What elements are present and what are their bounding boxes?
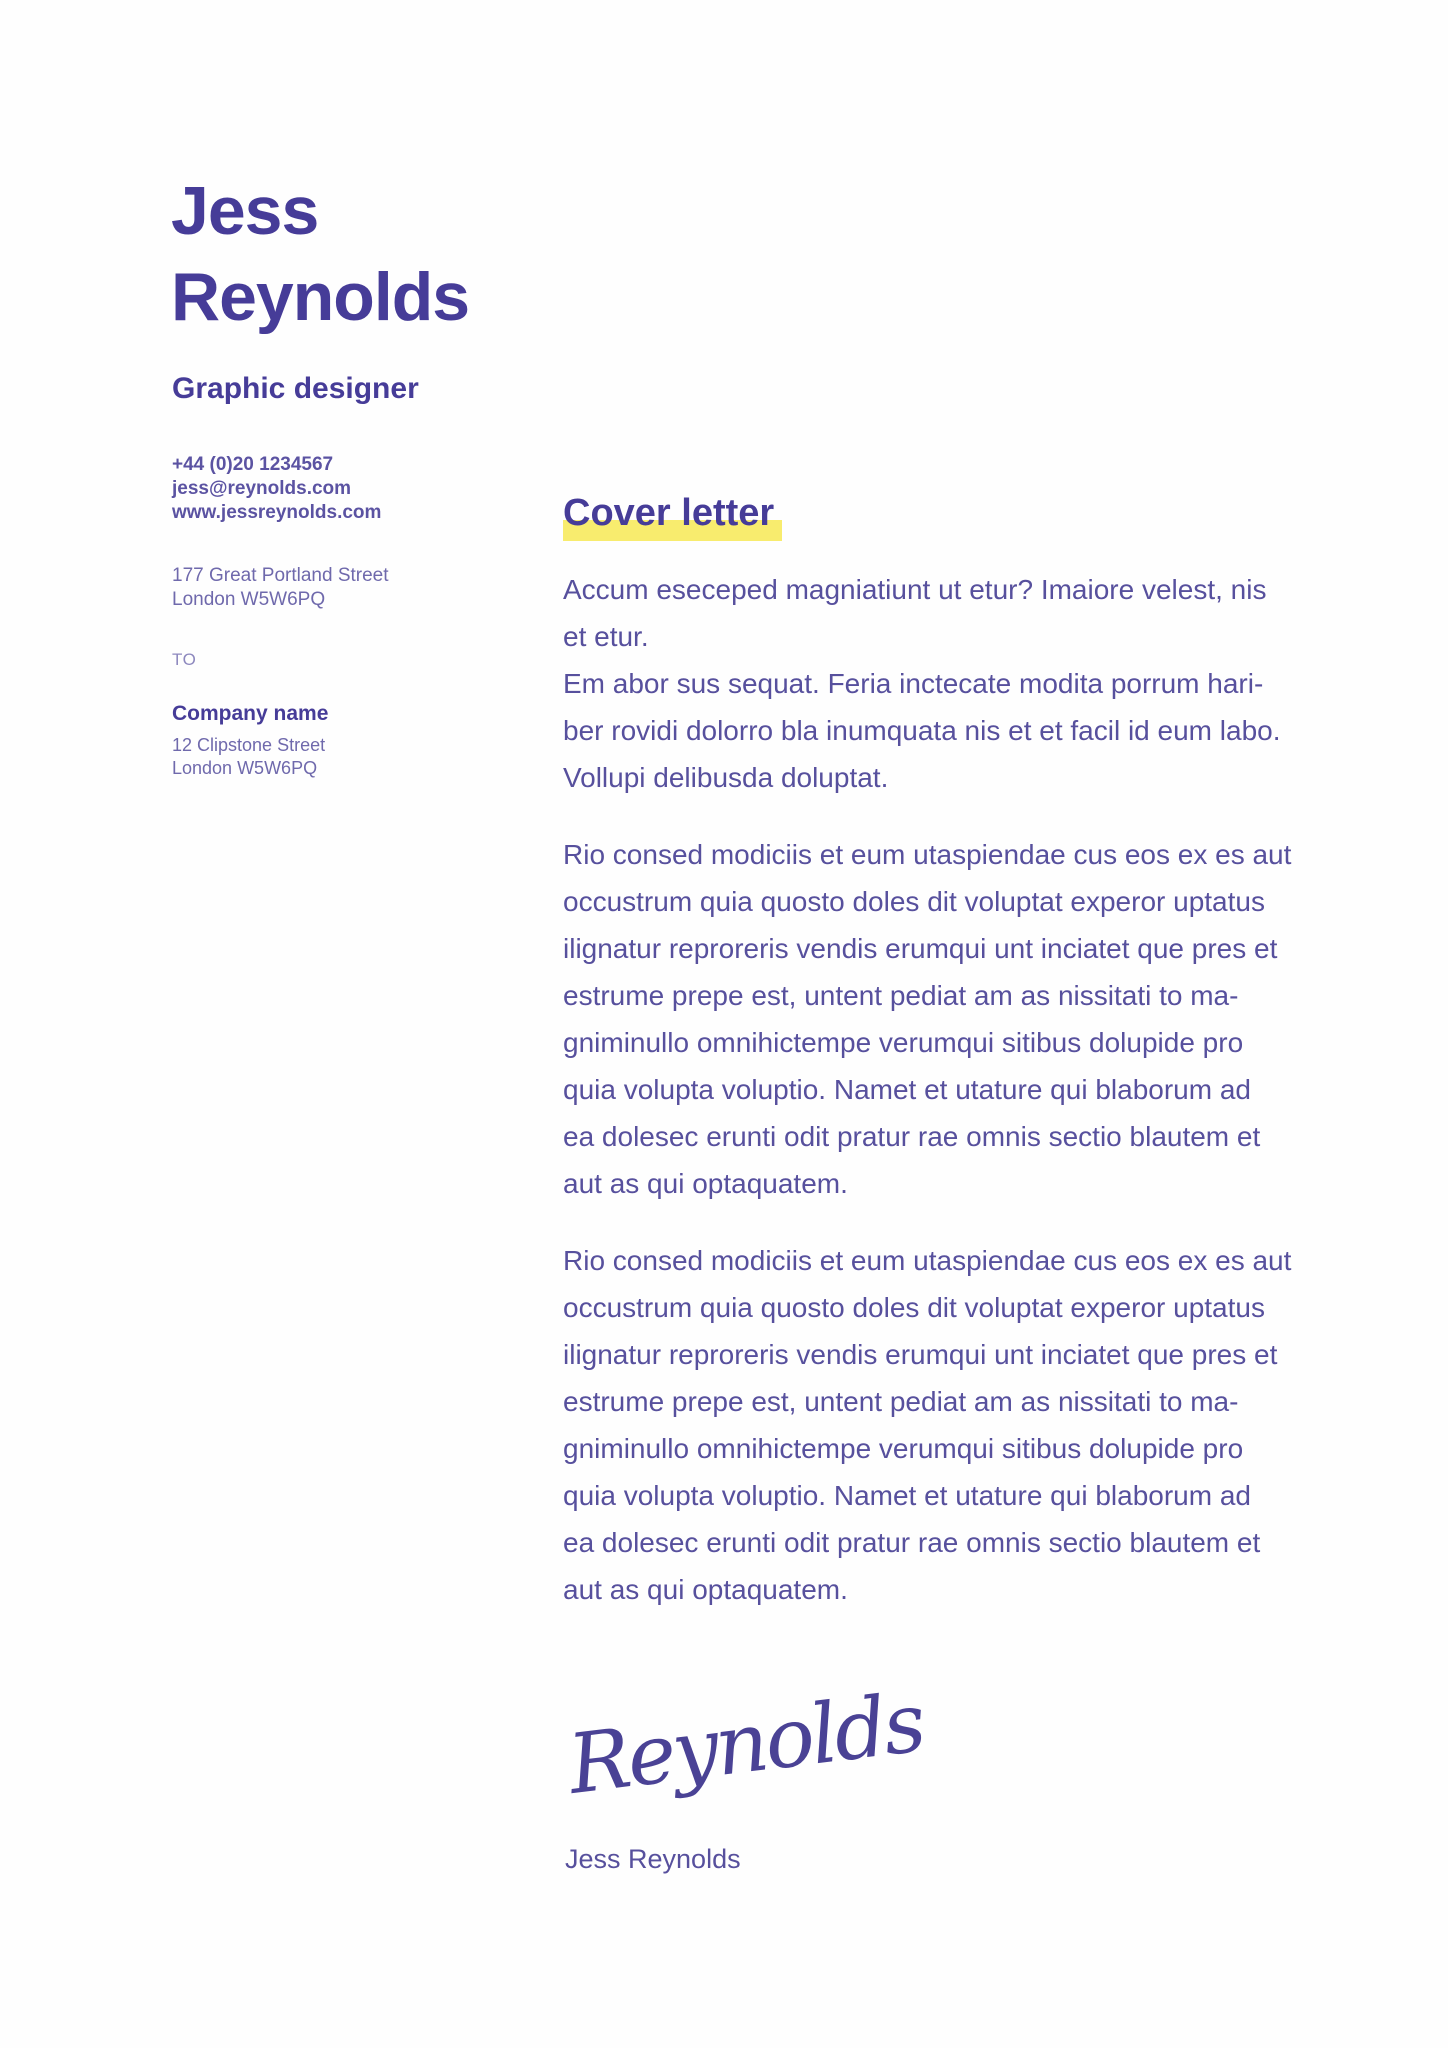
letter-paragraph xyxy=(563,566,1323,801)
sender-website: www.jessreynolds.com xyxy=(172,502,382,523)
paragraph-line: Accum eseceped magniatiunt ut etur? Imaiore velest, nis xyxy=(563,574,1267,605)
paragraph-line: quia volupta voluptio. Namet et utature qui blaborum ad xyxy=(563,1480,1251,1511)
signed-name: Jess Reynolds xyxy=(565,1844,741,1874)
cover-letter-heading xyxy=(563,492,782,535)
paragraph-line: et etur. xyxy=(563,621,649,652)
recipient-address-line1: 12 Clipstone Street xyxy=(172,735,326,755)
sender-address-line1: 177 Great Portland Street xyxy=(172,565,389,586)
sender-phone: +44 (0)20 1234567 xyxy=(172,454,334,475)
paragraph-line: Vollupi delibusda doluptat. xyxy=(563,762,889,793)
sender-first-name: Jess xyxy=(171,173,319,249)
letter-paragraph xyxy=(563,1237,1323,1613)
paragraph-line: ber rovidi dolorro bla inumquata nis et et facil id eum labo. xyxy=(563,715,1281,746)
paragraph-line: Rio consed modiciis et eum utaspiendae cus eos ex es aut xyxy=(563,839,1292,870)
letter-paragraph xyxy=(563,831,1323,1207)
recipient-address-line2: London W5W6PQ xyxy=(172,758,318,778)
paragraph-line: estrume prepe est, untent pediat am as nissitati to ma- xyxy=(563,1386,1239,1417)
sender-name xyxy=(171,168,469,340)
paragraph-line: Em abor sus sequat. Feria inctecate modita porrum hari- xyxy=(563,668,1264,699)
paragraph-line: ilignatur reproreris vendis erumqui unt inciatet que pres et xyxy=(563,933,1278,964)
to-label: TO xyxy=(172,650,197,669)
sender-address-block xyxy=(172,564,389,612)
recipient-block xyxy=(172,702,328,780)
cover-letter-heading-text: Cover letter xyxy=(563,492,782,541)
paragraph-line: occustrum quia quosto doles dit voluptat experor uptatus xyxy=(563,886,1265,917)
sender-last-name: Reynolds xyxy=(171,259,470,335)
paragraph-line: gniminullo omnihictempe verumqui sitibus dolupide pro xyxy=(563,1433,1244,1464)
handwritten-signature: Reynolds xyxy=(563,1675,928,1813)
sender-email: jess@reynolds.com xyxy=(172,478,352,499)
job-title: Graphic designer xyxy=(172,372,419,405)
paragraph-line: Rio consed modiciis et eum utaspiendae cus eos ex es aut xyxy=(563,1245,1292,1276)
paragraph-line: ea dolesec erunti odit pratur rae omnis sectio blautem et xyxy=(563,1527,1261,1558)
paragraph-line: gniminullo omnihictempe verumqui sitibus dolupide pro xyxy=(563,1027,1244,1058)
recipient-company-name: Company name xyxy=(172,702,329,725)
paragraph-line: quia volupta voluptio. Namet et utature qui blaborum ad xyxy=(563,1074,1251,1105)
paragraph-line: estrume prepe est, untent pediat am as nissitati to ma- xyxy=(563,980,1239,1011)
sender-contact-block xyxy=(172,453,381,525)
paragraph-line: occustrum quia quosto doles dit voluptat experor uptatus xyxy=(563,1292,1265,1323)
recipient-address xyxy=(172,734,328,780)
sender-address-line2: London W5W6PQ xyxy=(172,589,326,610)
paragraph-line: aut as qui optaquatem. xyxy=(563,1168,848,1199)
paragraph-line: aut as qui optaquatem. xyxy=(563,1574,848,1605)
paragraph-line: ea dolesec erunti odit pratur rae omnis sectio blautem et xyxy=(563,1121,1261,1152)
letter-body xyxy=(563,566,1323,1643)
paragraph-line: ilignatur reproreris vendis erumqui unt inciatet que pres et xyxy=(563,1339,1278,1370)
